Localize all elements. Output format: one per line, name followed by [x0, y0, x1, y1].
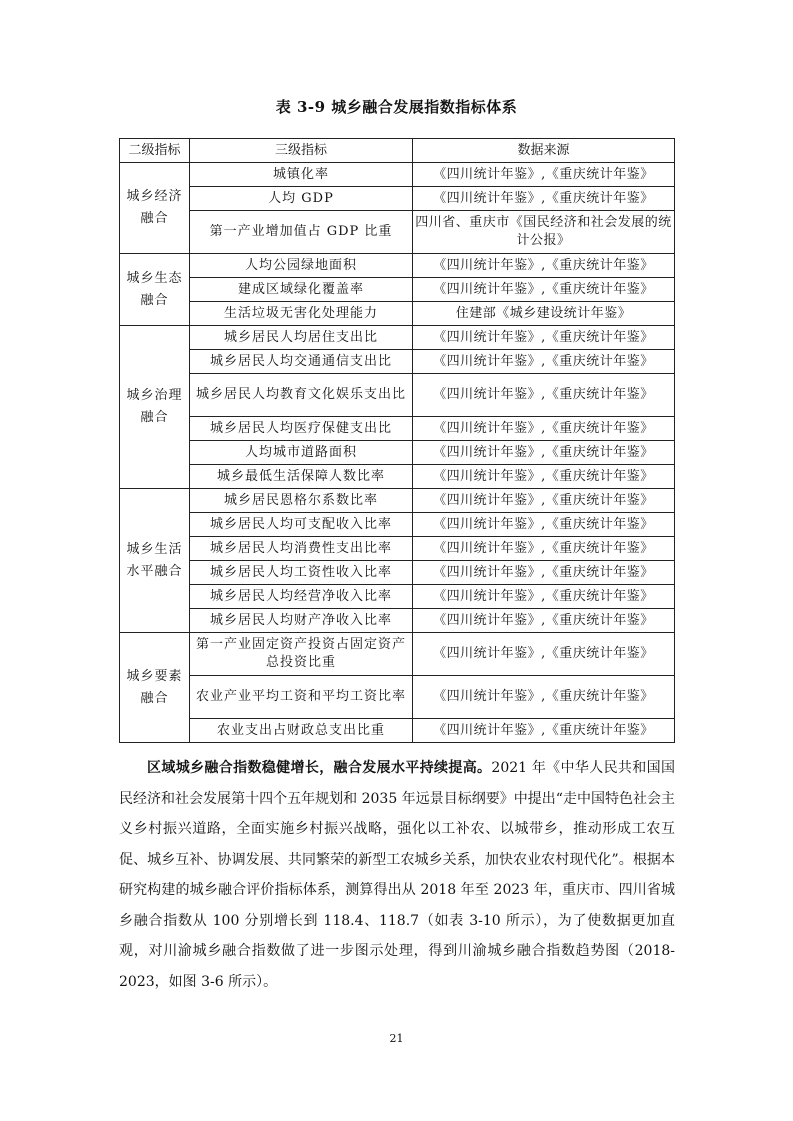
paragraph	[119, 753, 675, 997]
table-header-row	[120, 139, 675, 163]
metric-cell: 农业支出占财政总支出比重	[190, 719, 413, 743]
source-cell: 《四川统计年鉴》,《重庆统计年鉴》	[413, 465, 675, 489]
source-cell: 《四川统计年鉴》,《重庆统计年鉴》	[413, 441, 675, 465]
indicator-table	[119, 138, 675, 743]
source-cell: 《四川统计年鉴》,《重庆统计年鉴》	[413, 163, 675, 187]
metric-cell: 城乡居民人均工资性收入比率	[190, 561, 413, 585]
metric-cell: 第一产业增加值占 GDP 比重	[190, 211, 413, 254]
source-cell: 《四川统计年鉴》,《重庆统计年鉴》	[413, 489, 675, 513]
source-cell: 《四川统计年鉴》,《重庆统计年鉴》	[413, 254, 675, 278]
paragraph-text: 2021 年《中华人民共和国国民经济和社会发展第十四个五年规划和 2035 年远景目标纲要》中提出“走中国特色社会主义乡村振兴道路，全面实施乡村振兴战略，强化以工补农、以城带乡，推动形成工农互促、城乡互补、协调发展、共同繁荣的新型工农城乡关系，加快农业农村现代化”。根据本研究构建的城乡融合评价指标体系，测算得出从 2018 年至 2023 年，重庆市、四川省城乡融合指数从 100 分别增长到 118.4、118.7（如表 3-10 所示），为了使数据更加直观，对川渝城乡融合指数做了进一步图示处理，得到川渝城乡融合指数趋势图（2018-2023，如图 3-6 所示）。	[119, 760, 675, 990]
source-cell: 住建部《城乡建设统计年鉴》	[413, 302, 675, 326]
table-row	[120, 278, 675, 302]
table-row	[120, 163, 675, 187]
table-row	[120, 633, 675, 676]
table-row	[120, 441, 675, 465]
source-cell: 《四川统计年鉴》,《重庆统计年鉴》	[413, 633, 675, 676]
table-row	[120, 326, 675, 350]
source-cell: 《四川统计年鉴》,《重庆统计年鉴》	[413, 278, 675, 302]
source-cell: 《四川统计年鉴》,《重庆统计年鉴》	[413, 417, 675, 441]
table-row	[120, 187, 675, 211]
table-row	[120, 585, 675, 609]
metric-cell: 城乡居民人均医疗保健支出比	[190, 417, 413, 441]
paragraph-lead: 区域城乡融合指数稳健增长，融合发展水平持续提高。	[147, 760, 492, 776]
header-cell-level3: 三级指标	[190, 139, 413, 163]
table-row	[120, 350, 675, 374]
source-cell: 《四川统计年鉴》,《重庆统计年鉴》	[413, 187, 675, 211]
source-cell: 《四川统计年鉴》,《重庆统计年鉴》	[413, 676, 675, 719]
category-cell: 城乡治理融合	[120, 326, 190, 489]
source-cell: 《四川统计年鉴》,《重庆统计年鉴》	[413, 719, 675, 743]
metric-cell: 第一产业固定资产投资占固定资产总投资比重	[190, 633, 413, 676]
source-cell: 《四川统计年鉴》,《重庆统计年鉴》	[413, 585, 675, 609]
category-cell: 城乡要素融合	[120, 633, 190, 743]
metric-cell: 人均公园绿地面积	[190, 254, 413, 278]
metric-cell: 城乡居民人均消费性支出比率	[190, 537, 413, 561]
table-row	[120, 254, 675, 278]
table-row	[120, 537, 675, 561]
table-row	[120, 465, 675, 489]
table-caption: 表 3-9 城乡融合发展指数指标体系	[275, 98, 518, 116]
table-row	[120, 489, 675, 513]
metric-cell: 城乡居民人均教育文化娱乐支出比	[190, 374, 413, 417]
table-row	[120, 719, 675, 743]
source-cell: 四川省、重庆市《国民经济和社会发展的统计公报》	[413, 211, 675, 254]
metric-cell: 城乡居民人均经营净收入比率	[190, 585, 413, 609]
metric-cell: 人均 GDP	[190, 187, 413, 211]
source-cell: 《四川统计年鉴》,《重庆统计年鉴》	[413, 374, 675, 417]
indicator-table-body	[120, 139, 675, 743]
table-row	[120, 302, 675, 326]
source-cell: 《四川统计年鉴》,《重庆统计年鉴》	[413, 326, 675, 350]
metric-cell: 建成区域绿化覆盖率	[190, 278, 413, 302]
metric-cell: 城乡最低生活保障人数比率	[190, 465, 413, 489]
category-cell: 城乡生活水平融合	[120, 489, 190, 633]
table-row	[120, 561, 675, 585]
metric-cell: 农业产业平均工资和平均工资比率	[190, 676, 413, 719]
table-row	[120, 374, 675, 417]
metric-cell: 人均城市道路面积	[190, 441, 413, 465]
body-paragraph	[119, 753, 675, 997]
metric-cell: 城乡居民人均居住支出比	[190, 326, 413, 350]
table-row	[120, 609, 675, 633]
table-row	[120, 676, 675, 719]
category-cell: 城乡生态融合	[120, 254, 190, 326]
metric-cell: 城乡居民人均财产净收入比率	[190, 609, 413, 633]
metric-cell: 生活垃圾无害化处理能力	[190, 302, 413, 326]
metric-cell: 城镇化率	[190, 163, 413, 187]
metric-cell: 城乡居民人均交通通信支出比	[190, 350, 413, 374]
metric-cell: 城乡居民人均可支配收入比率	[190, 513, 413, 537]
header-cell-source: 数据来源	[413, 139, 675, 163]
source-cell: 《四川统计年鉴》,《重庆统计年鉴》	[413, 537, 675, 561]
source-cell: 《四川统计年鉴》,《重庆统计年鉴》	[413, 609, 675, 633]
source-cell: 《四川统计年鉴》,《重庆统计年鉴》	[413, 561, 675, 585]
page-number: 21	[389, 1032, 404, 1045]
source-cell: 《四川统计年鉴》,《重庆统计年鉴》	[413, 513, 675, 537]
table-row	[120, 513, 675, 537]
metric-cell: 城乡居民恩格尔系数比率	[190, 489, 413, 513]
table-row	[120, 417, 675, 441]
source-cell: 《四川统计年鉴》,《重庆统计年鉴》	[413, 350, 675, 374]
table-row	[120, 211, 675, 254]
category-cell: 城乡经济融合	[120, 163, 190, 254]
header-cell-level2: 二级指标	[120, 139, 190, 163]
